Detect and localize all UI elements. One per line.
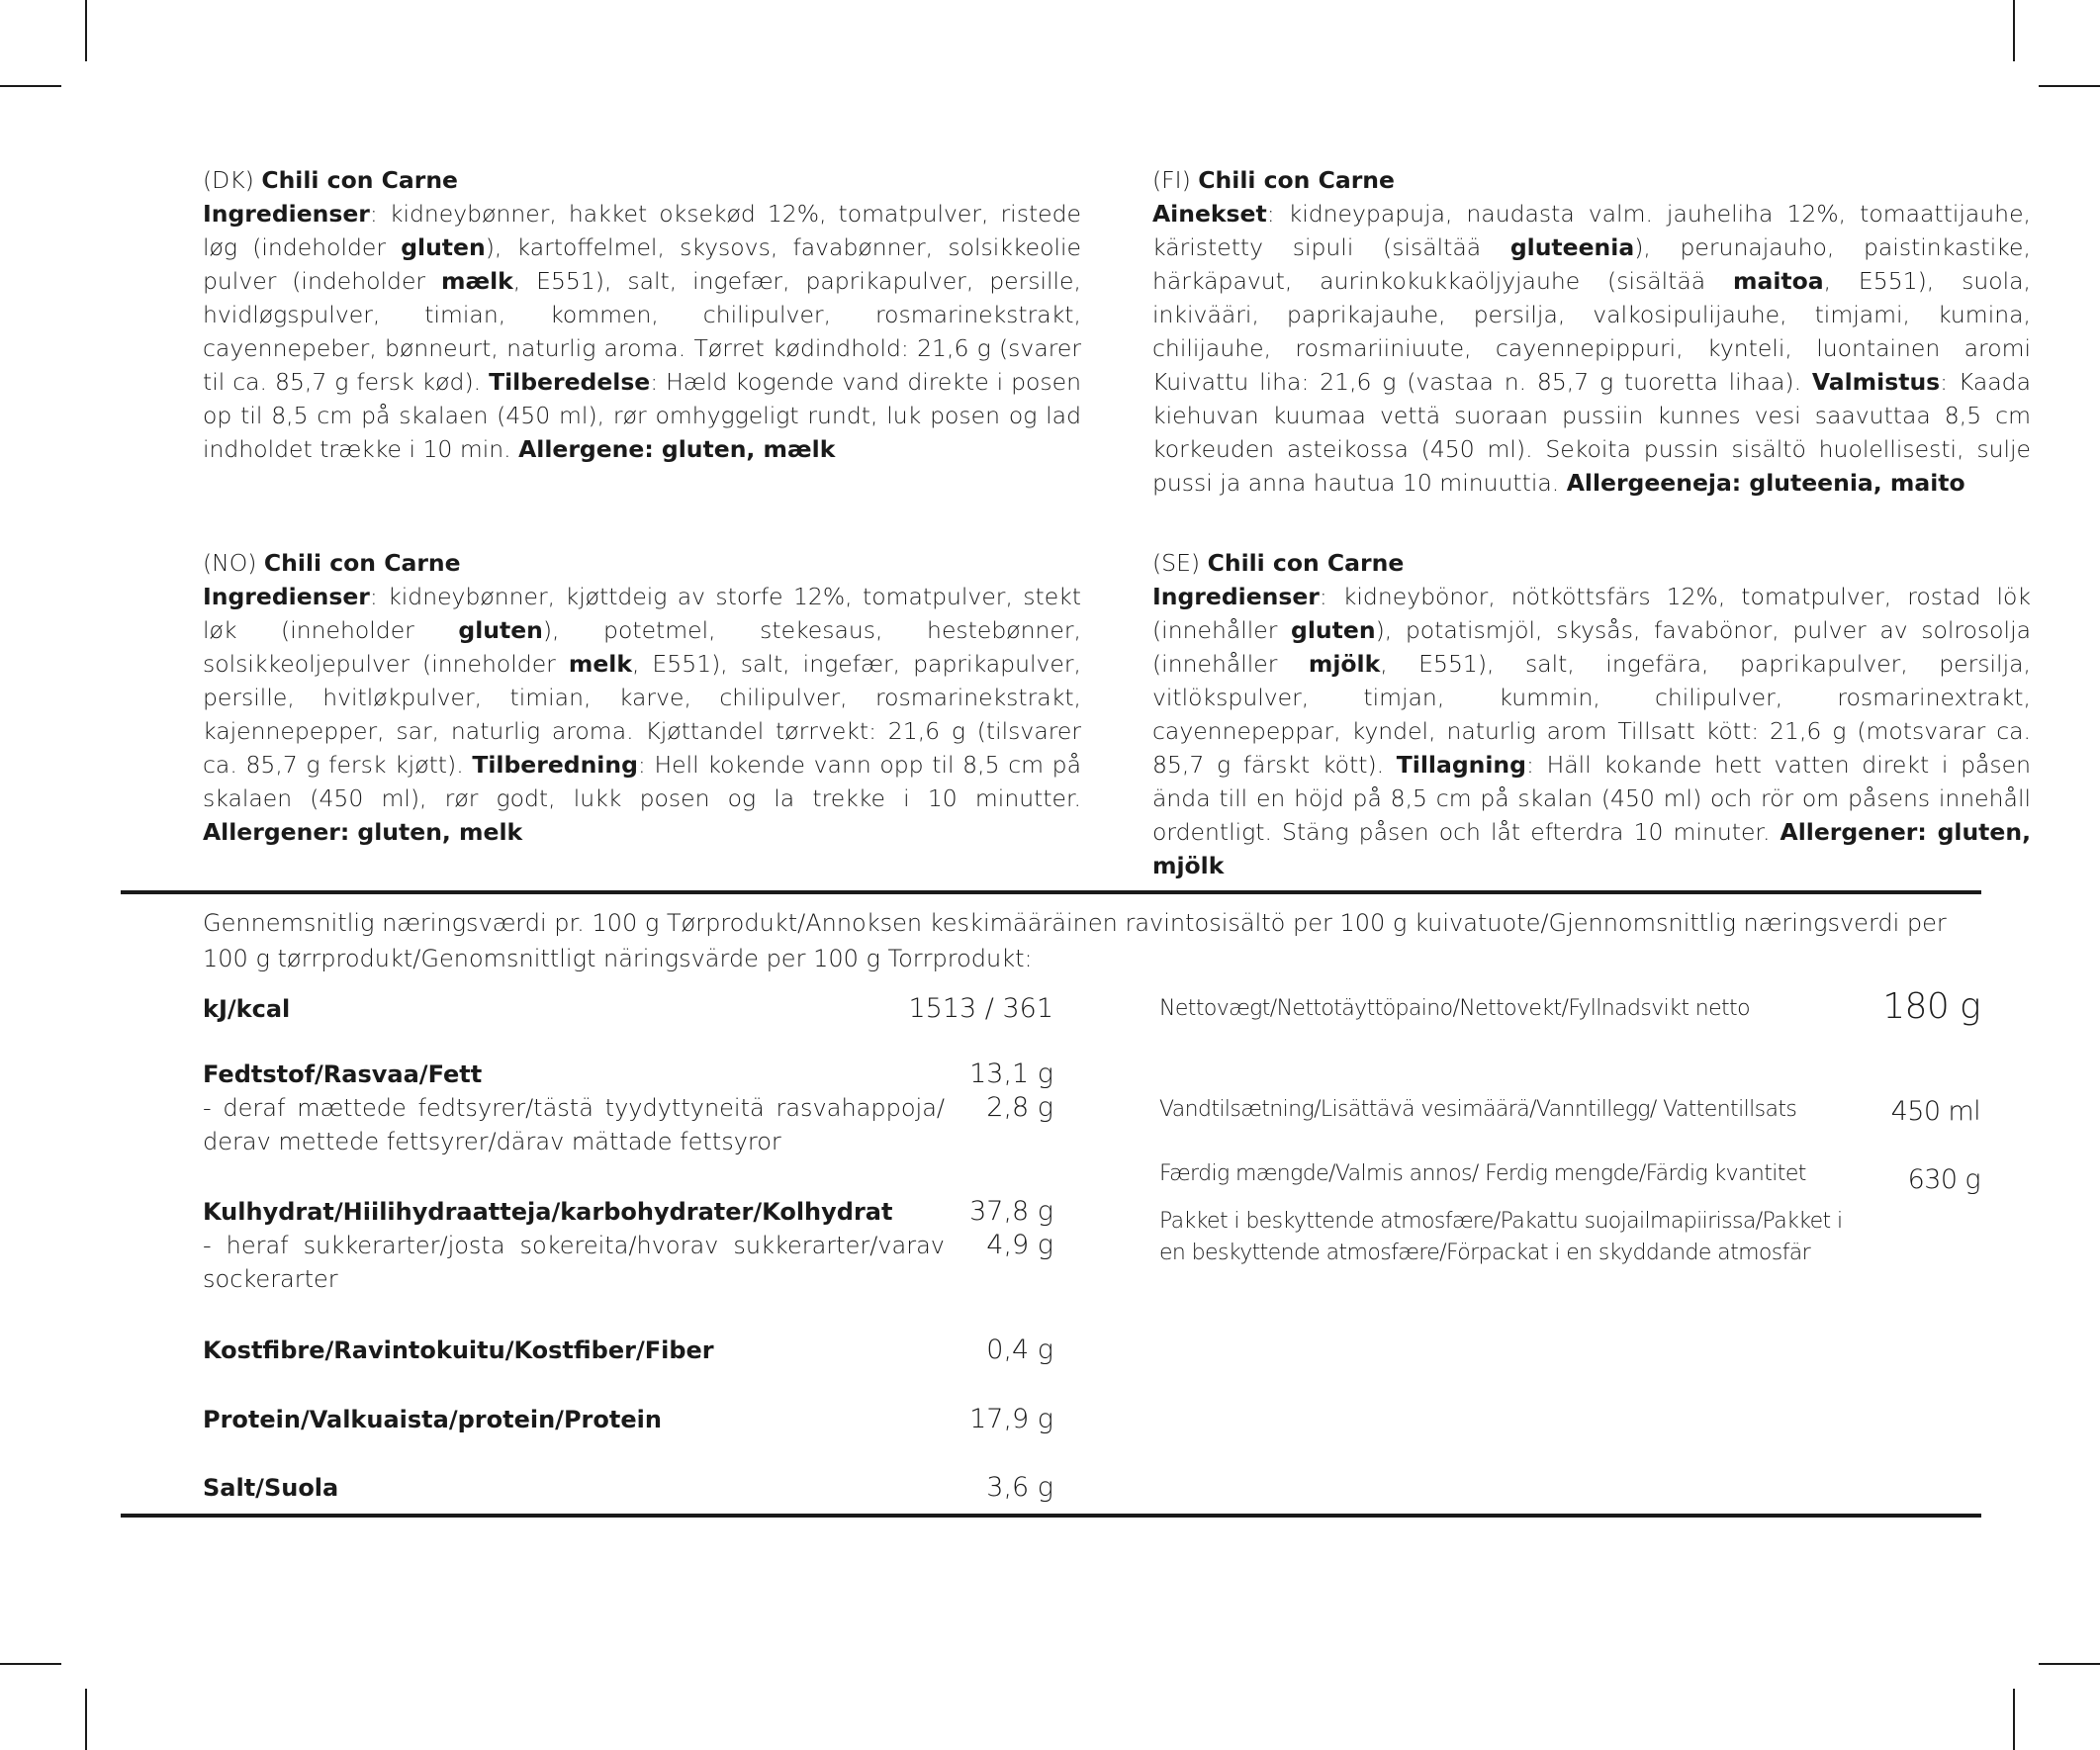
allergen-highlight: gluten <box>401 233 486 261</box>
allergens-statement: Allergeeneja: gluteenia, maito <box>1566 469 1965 497</box>
net-weight-value: 180 g <box>1882 986 1980 1027</box>
allergens-statement: Allergener: gluten, mjölk <box>1152 818 2032 879</box>
allergen-highlight: gluten <box>1291 616 1376 644</box>
section-no <box>203 546 1081 849</box>
section-body <box>1152 197 2031 500</box>
language-code: (SE) <box>1152 549 1201 577</box>
net-weight-label: Nettovægt/Nettotäyttöpaino/Nettovekt/Fyllnadsvikt netto <box>1159 996 1750 1021</box>
allergen-highlight: gluteenia <box>1509 233 1635 261</box>
language-code: (DK) <box>203 166 254 194</box>
ingredients-label: Ingredienser <box>1152 583 1320 610</box>
nutrition-value: 1513 / 361 <box>908 993 1053 1024</box>
allergen-highlight: maitoa <box>1732 267 1824 295</box>
nutrition-value: 13,1 g <box>969 1059 1053 1089</box>
nutrition-intro: Gennemsnitlig næringsværdi pr. 100 g Tørprodukt/Annoksen keskimääräinen ravintosisältö per 100 g kuivatuote/Gjennomsnittlig næringsverdi per 100 g tørrprodukt/Genomsnittligt näringsvärde per 100 g Torrprodukt: <box>203 909 1947 972</box>
ingredients-text: : kidneypapuja, naudasta valm. jauheliha 12%, tomaattijauhe, käristetty sipuli (sisältää <box>1152 200 2031 261</box>
ingredients-text: , E551), salt, ingefær, paprikapulver, persille, hvidløgspulver, timian, kommen, chilipulver, rosmarinekstrakt, cayennepeber, bønneurt, naturlig aroma. Tørret kødindhold: 21,6 g (svarer til ca. 85,7 g fersk kød). <box>203 267 1081 396</box>
nutrition-label: Kulhydrat/Hiilihydraatteja/karbohydrater/Kolhydrat <box>203 1198 893 1226</box>
nutrition-sub-label: - heraf sukkerarter/josta sokereita/hvorav sukkerarter/varav sockerarter <box>203 1232 945 1293</box>
crop-mark <box>2039 85 2100 87</box>
preparation-text: : Hæld kogende vand direkte i posen op til 8,5 cm på skalaen (450 ml), rør omhyggeligt rundt, luk posen og lad indholdet trække i 10 min. <box>203 368 1081 463</box>
nutrition-label: Salt/Suola <box>203 1474 339 1502</box>
section-heading <box>1152 546 2031 580</box>
preparation-text: : Hell kokende vann opp til 8,5 cm på skalaen (450 ml), rør godt, lukk posen og la trekke i 10 minutter. <box>203 751 1081 812</box>
allergen-highlight: mælk <box>440 267 513 295</box>
allergens-statement: Allergener: gluten, melk <box>203 818 523 846</box>
top-divider <box>121 890 1981 894</box>
section-heading <box>203 546 1081 580</box>
language-code: (FI) <box>1152 166 1191 194</box>
preparation-text: : Häll kokande hett vatten direkt i påsen ända till en höjd på 8,5 cm på skalan (450 ml) och rör om påsens innehåll ordentligt. Stäng påsen och låt efterdra 10 minuter. <box>1152 751 2031 846</box>
nutrition-label: Kostfibre/Ravintokuitu/Kostfiber/Fiber <box>203 1336 714 1364</box>
crop-mark <box>2013 1689 2015 1750</box>
ingredients-text: ), potetmel, stekesaus, hestebønner, solsikkeoljepulver (inneholder <box>203 616 1081 678</box>
finished-label: Færdig mængde/Valmis annos/ Ferdig mengde/Färdig kvantitet <box>1159 1161 1806 1186</box>
ingredients-label: Ingredienser <box>203 200 370 228</box>
allergen-highlight: mjölk <box>1308 650 1381 678</box>
water-value: 450 ml <box>1890 1096 1980 1127</box>
language-code: (NO) <box>203 549 257 577</box>
crop-mark <box>0 85 61 87</box>
bottom-divider <box>121 1514 1981 1518</box>
crop-mark <box>85 0 87 61</box>
nutrition-value: 3,6 g <box>986 1472 1053 1503</box>
section-body <box>203 580 1081 849</box>
ingredients-text: , E551), suola, inkivääri, paprikajauhe, persilja, valkosipulijauhe, timjami, kumina, chilijauhe, rosmariiniuute, cayennepippuri, kynteli, luontainen aromi Kuivattu liha: 21,6 g (vastaa n. 85,7 g tuoretta lihaa). <box>1152 267 2031 396</box>
nutrition-value: 17,9 g <box>969 1404 1053 1434</box>
section-body <box>203 197 1081 466</box>
section-title: Chili con Carne <box>261 166 458 194</box>
atmosphere-text: Pakket i beskyttende atmosfære/Pakattu suojailmapiirissa/Pakket i en beskyttende atmosfære/Förpackat i en skyddande atmosfär <box>1159 1209 1843 1265</box>
ingredients-text: , E551), salt, ingefær, paprikapulver, persille, hvitløkpulver, timian, karve, chilipulver, rosmarinekstrakt, kajennepepper, sar, naturlig aroma. Kjøttandel tørrvekt: 21,6 g (tilsvarer ca. 85,7 g fersk kjøtt). <box>203 650 1082 779</box>
water-label: Vandtilsætning/Lisättävä vesimäärä/Vanntillegg/ Vattentillsats <box>1159 1097 1797 1122</box>
ingredients-text: : kidneybønner, hakket oksekød 12%, tomatpulver, ristede løg (indeholder <box>203 200 1081 261</box>
section-heading <box>203 163 1081 197</box>
allergen-highlight: melk <box>568 650 632 678</box>
nutrition-sub-value: 2,8 g <box>986 1092 1053 1123</box>
preparation-label: Tilberedning <box>472 751 638 779</box>
preparation-label: Tilberedelse <box>489 368 651 396</box>
ingredients-text: : kidneybønner, kjøttdeig av storfe 12%, tomatpulver, stekt løk (inneholder <box>203 583 1081 644</box>
preparation-label: Tillagning <box>1396 751 1526 779</box>
nutrition-label: kJ/kcal <box>203 995 291 1023</box>
ingredients-text: : kidneybönor, nötköttsfärs 12%, tomatpulver, rostad lök (innehåller <box>1152 583 2031 644</box>
section-fi <box>1152 163 2031 500</box>
crop-mark <box>0 1663 61 1665</box>
ingredients-label: Ingredienser <box>203 583 370 610</box>
ingredients-text: ), kartoffelmel, skysovs, favabønner, solsikkeolie pulver (indeholder <box>203 233 1081 295</box>
nutrition-value: 0,4 g <box>986 1335 1053 1365</box>
crop-mark <box>2039 1663 2100 1665</box>
ingredients-text: ), potatismjöl, skysås, favabönor, pulver av solrosolja (innehåller <box>1152 616 2031 678</box>
preparation-text: : Kaada kiehuvan kuumaa vettä suoraan pussiin kunnes vesi saavuttaa 8,5 cm korkeuden asteikossa (450 ml). Sekoita pussin sisältö huolellisesti, sulje pussi ja anna hautua 10 minuuttia. <box>1152 368 2031 497</box>
crop-mark <box>85 1689 87 1750</box>
section-title: Chili con Carne <box>263 549 461 577</box>
nutrition-sub-label: - deraf mættede fedtsyrer/tästä tyydyttyneitä rasvahappoja/ derav mettede fettsyrer/därav mättade fettsyror <box>203 1094 945 1155</box>
allergens-statement: Allergene: gluten, mælk <box>518 435 836 463</box>
section-se <box>1152 546 2031 882</box>
nutrition-sub-value: 4,9 g <box>986 1230 1053 1260</box>
section-dk <box>203 163 1081 466</box>
preparation-label: Valmistus <box>1811 368 1941 396</box>
ingredients-text: , E551), salt, ingefära, paprikapulver, persilja, vitlökspulver, timjan, kummin, chilipulver, rosmarinextrakt, cayennepeppar, kyndel, naturlig arom Tillsatt kött: 21,6 g (motsvarar ca. 85,7 g färskt kött). <box>1152 650 2031 779</box>
nutrition-label: Protein/Valkuaista/protein/Protein <box>203 1406 662 1433</box>
crop-mark <box>2013 0 2015 61</box>
section-body <box>1152 580 2031 882</box>
section-heading <box>1152 163 2031 197</box>
allergen-highlight: gluten <box>458 616 543 644</box>
nutrition-label: Fedtstof/Rasvaa/Fett <box>203 1060 483 1088</box>
ingredients-text: ), perunajauho, paistinkastike, härkäpavut, aurinkokukkaöljyjauhe (sisältää <box>1152 233 2031 295</box>
finished-value: 630 g <box>1907 1164 1980 1195</box>
section-title: Chili con Carne <box>1207 549 1405 577</box>
ingredients-label: Ainekset <box>1152 200 1267 228</box>
nutrition-value: 37,8 g <box>969 1196 1053 1227</box>
section-title: Chili con Carne <box>1198 166 1395 194</box>
